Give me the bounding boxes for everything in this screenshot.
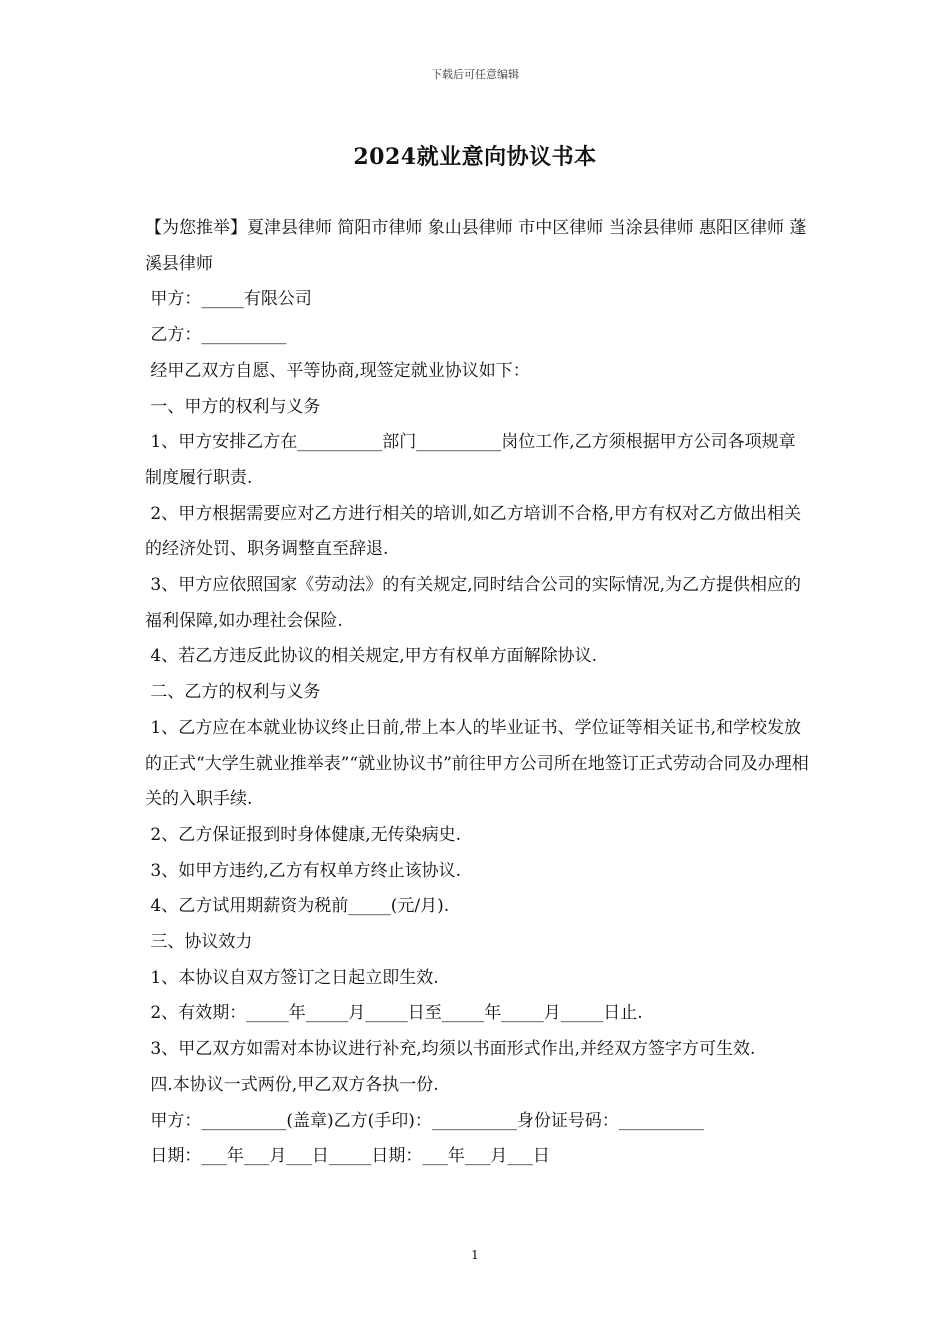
clause-2-3: 3、如甲方违约,乙方有权单方终止该协议.	[145, 860, 462, 881]
clause-1-4: 4、若乙方违反此协议的相关规定,甲方有权单方面解除协议.	[145, 646, 598, 667]
clause-3-3: 3、甲乙双方如需对本协议进行补充,均须以书面形式作出,并经双方签字方可生效.	[145, 1039, 756, 1060]
date-line: 日期：___年___月___日_____日期：___年___月___日	[145, 1146, 550, 1167]
clause-2-1: 1、乙方应在本就业协议终止日前,带上本人的毕业证书、学位证等相关证书,和学校发放的正式“大学生就业推举表”“就业协议书”前往甲方公司所在地签订正式劳动合同及办理相关的入职手续.	[145, 717, 809, 810]
section-4: 四.本协议一式两份,甲乙双方各执一份.	[145, 1074, 439, 1095]
signature-line: 甲方：__________(盖章)乙方(手印)：__________身份证号码：__________	[145, 1110, 704, 1131]
section-heading-3: 三、协议效力	[145, 932, 253, 953]
clause-1-3: 3、甲方应依照国家《劳动法》的有关规定,同时结合公司的实际情况,为乙方提供相应的福利保障,如办理社会保险.	[145, 575, 802, 631]
clause-1-1: 1、甲方安排乙方在__________部门__________岗位工作,乙方须根据甲方公司各项规章制度履行职责.	[145, 432, 796, 488]
section-heading-1: 一、甲方的权利与义务	[145, 396, 321, 417]
clause-3-2: 2、有效期：_____年_____月_____日至_____年_____月_____日止.	[145, 1003, 643, 1024]
header-note: 下载后可任意编辑	[431, 68, 519, 81]
section-heading-2: 二、乙方的权利与义务	[145, 682, 321, 703]
clause-2-2: 2、乙方保证报到时身体健康,无传染病史.	[145, 824, 462, 845]
clause-1-2: 2、甲方根据需要应对乙方进行相关的培训,如乙方培训不合格,甲方有权对乙方做出相关的经济处罚、职务调整直至辞退.	[145, 503, 802, 560]
intro-paragraph: 经甲乙双方自愿、平等协商,现签定就业协议如下：	[145, 360, 530, 381]
clause-3-1: 1、本协议自双方签订之日起立即生效.	[145, 967, 439, 988]
party-b-line: 乙方：__________	[145, 325, 287, 346]
document-body	[145, 211, 810, 1175]
recommendation-paragraph: 【为您推举】夏津县律师 简阳市律师 象山县律师 市中区律师 当涂县律师 惠阳区律师 蓬溪县律师	[145, 218, 807, 274]
clause-2-4: 4、乙方试用期薪资为税前_____(元/月).	[145, 896, 450, 917]
page-number: 1	[471, 1248, 479, 1262]
document-title: 2024就业意向协议书本	[353, 144, 597, 170]
party-a-line: 甲方：_____有限公司	[145, 289, 312, 310]
